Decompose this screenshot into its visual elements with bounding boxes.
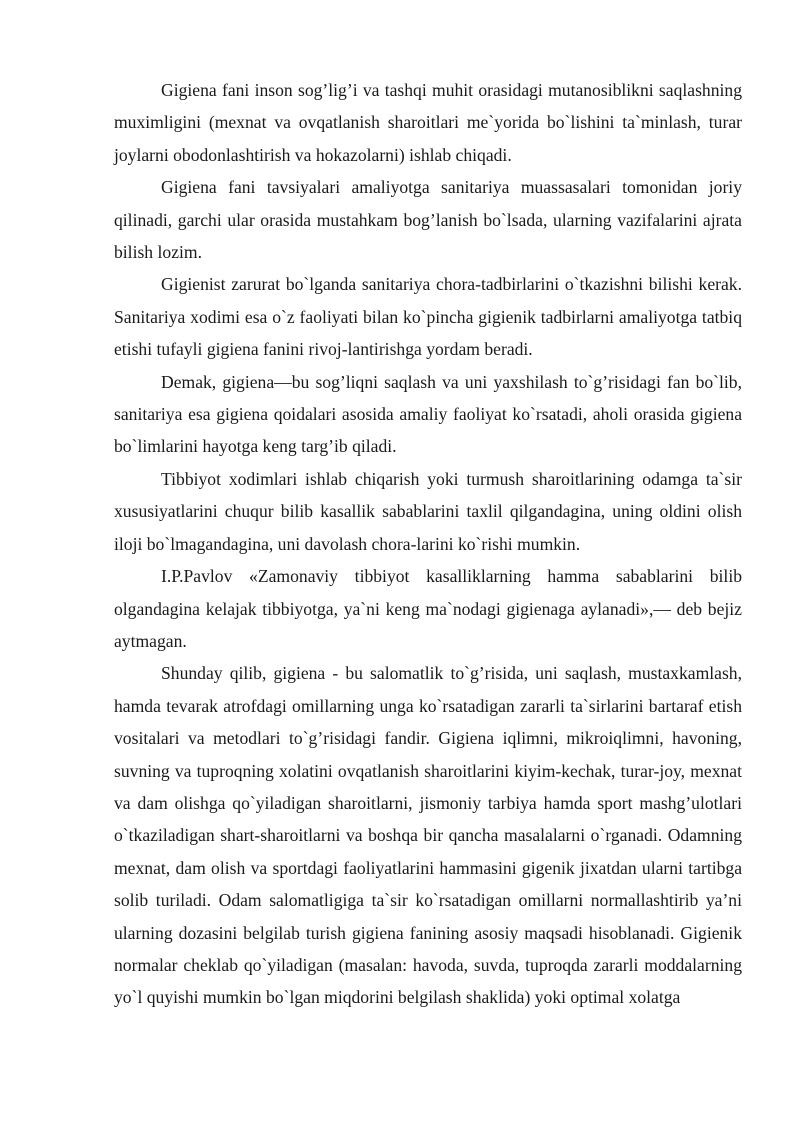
paragraph-3: Gigienist zarurat bo`lganda sanitariya chora-tadbirlarini o`tkazishni bilishi kerak. Sanitariya xodimi esa o`z faoliyati bilan ko`pincha gigienik tadbirlarni amaliyotga tatbiq etishi tufayli gigiena fanini rivoj-lantirishga yordam beradi.: [114, 274, 742, 360]
paragraph-5: Tibbiyot xodimlari ishlab chiqarish yoki turmush sharoitlarining odamga ta`sir xususiyatlarini chuqur bilib kasallik sabablarini taxlil qilgandagina, uning oldini olish iloji bo`lmagandagina, uni davolash chora-larini ko`rishi mumkin.: [114, 468, 742, 554]
paragraph-2: Gigiena fani tavsiyalari amaliyotga sanitariya muassasalari tomonidan joriy qilinadi, garchi ular orasida mustahkam bog’lanish bo`lsada, ularning vazifalarini ajrata bilish lozim.: [114, 177, 742, 263]
paragraph-4: Demak, gigiena—bu sog’liqni saqlash va uni yaxshilash to`g’risidagi fan bo`lib, sanitariya esa gigiena qoidalari asosida amaliy faoliyat ko`rsatadi, aholi orasida gigiena bo`limlarini hayotga keng targ’ib qiladi.: [114, 371, 742, 457]
document-page: [114, 74, 742, 1014]
paragraph-1: Gigiena fani inson sog’lig’i va tashqi muhit orasidagi mutanosiblikni saqlashning muximligini (mexnat va ovqatlanish sharoitlari me`yorida bo`lishini ta`minlash, turar joylarni obodonlashtirish va hokazolarni) ishlab chiqadi.: [114, 80, 742, 165]
paragraph-6: I.P.Pavlov «Zamonaviy tibbiyot kasalliklarning hamma sabablarini bilib olgandagina kelajak tibbiyotga, ya`ni keng ma`nodagi gigienaga aylanadi»,— deb bejiz aytmagan.: [114, 566, 742, 651]
paragraph-7: Shunday qilib, gigiena - bu salomatlik to`g’risida, uni saqlash, mustaxkamlash, hamda tevarak atrofdagi omillarning unga ko`rsatadigan zararli ta`sirlarini bartaraf etish vositalari va metodlari to`g’risidagi fandir. Gigiena iqlimni, mikroiqlimni, havoning, suvning va tuproqning xolatini ovqatlanish sharoitlarini kiyim-kechak, turar-joy, mexnat va dam olishga qo`yiladigan sharoitlarni, jismoniy tarbiya hamda sport mashg’ulotlari o`tkaziladigan shart-sharoitlarni va boshqa bir qancha masalalarni o`rganadi. Odamning mexnat, dam olish va sportdagi faoliyatlarini hammasini gigenik jixatdan ularni tartibga solib turiladi. Odam salomatligiga ta`sir ko`rsatadigan omillarni normallashtirib ya’ni ularning dozasini belgilab turish gigiena fanining asosiy maqsadi hisoblanadi. Gigienik normalar cheklab qo`yiladigan (masalan: havoda, suvda, tuproqda zararli moddalarning yo`l quyishi mumkin bo`lgan miqdorini belgilash shaklida) yoki optimal xolatga: [114, 663, 742, 1008]
